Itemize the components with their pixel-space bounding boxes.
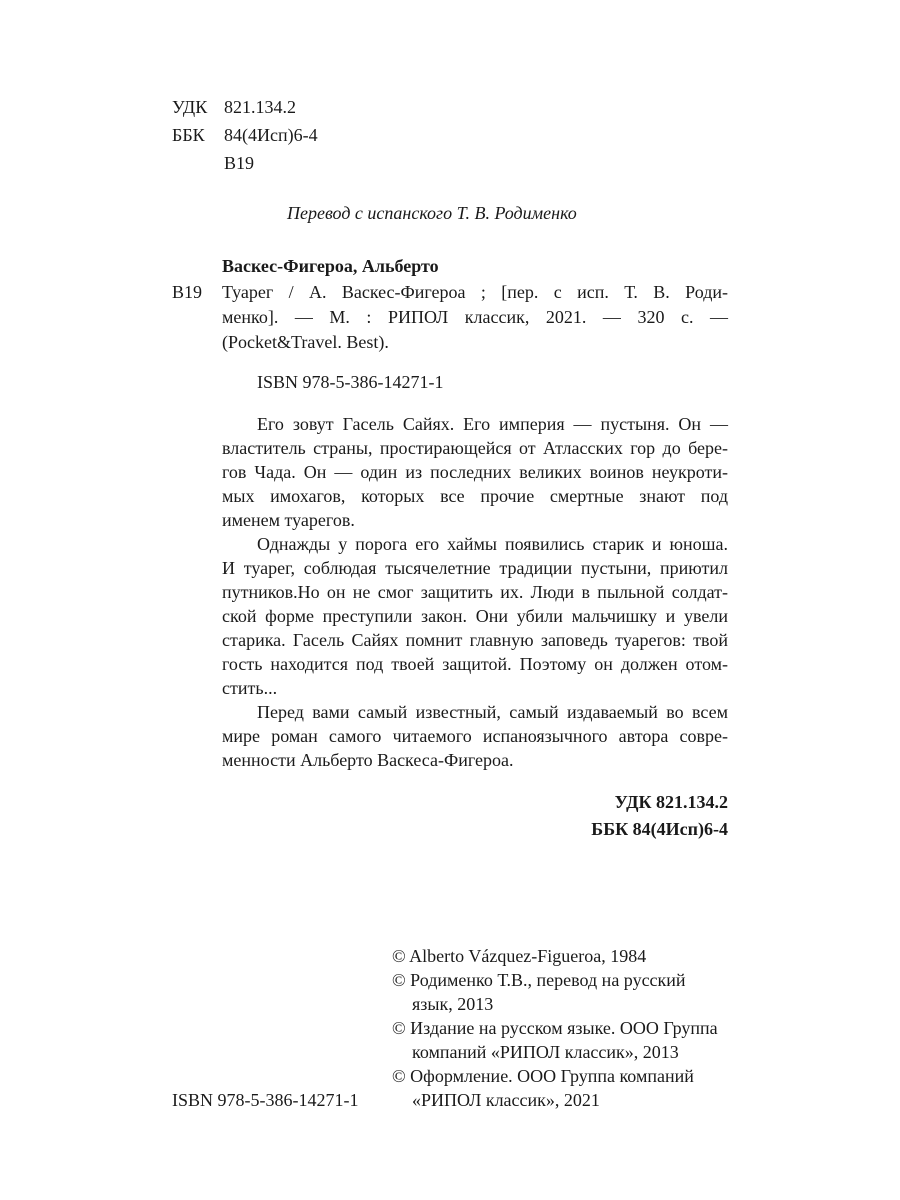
p2-line-3: путников.Но он не смог защитить их. Люди в пыльной солдат- <box>222 582 728 602</box>
bbk-value: 84(4Исп)6-4 <box>224 125 318 145</box>
udk-value: 821.134.2 <box>224 97 296 117</box>
p2-line-7: стить... <box>222 678 278 698</box>
p2-line-1: Однажды у порога его хаймы появились старик и юноша. <box>257 534 728 554</box>
p3-line-3: менности Альберто Васкеса-Фигероа. <box>222 750 514 770</box>
author-mark-top: В19 <box>224 153 255 173</box>
bbk-label: ББК <box>172 125 205 145</box>
bib-line-1: Туарег / А. Васкес-Фигероа ; [пер. с исп. Т. В. Роди- <box>222 282 728 302</box>
p2-line-6: гость находится под твоей защитой. Поэтому он должен отом- <box>222 654 728 674</box>
p1-line-4: мых имохагов, которых все прочие смертные знают под <box>222 486 728 506</box>
footer-udk: УДК 821.134.2 <box>614 792 728 812</box>
p2-line-2: И туарег, соблюдая тысячелетние традиции пустыни, приютил <box>222 558 728 578</box>
p3-line-1: Перед вами самый известный, самый издаваемый во всем <box>257 702 728 722</box>
copyright-line-5: компаний «РИПОЛ классик», 2013 <box>412 1042 679 1062</box>
copyright-line-7: «РИПОЛ классик», 2021 <box>412 1090 600 1110</box>
author-mark: В19 <box>172 282 203 302</box>
p1-line-3: гов Чада. Он — один из последних великих воинов неукроти- <box>222 462 728 482</box>
copyright-line-4: © Издание на русском языке. ООО Группа <box>392 1018 718 1038</box>
p2-line-4: ской форме преступили закон. Они убили мальчишку и увели <box>222 606 728 626</box>
translator-note: Перевод с испанского Т. В. Родименко <box>287 203 577 223</box>
udk-label: УДК <box>172 97 208 117</box>
bottom-isbn: ISBN 978-5-386-14271-1 <box>172 1090 359 1110</box>
p2-line-5: старика. Гасель Сайях помнит главную заповедь туарегов: твой <box>222 630 728 650</box>
p1-line-5: именем туарегов. <box>222 510 355 530</box>
copyright-line-3: язык, 2013 <box>412 994 494 1014</box>
bib-line-3: (Pocket&Travel. Best). <box>222 332 389 352</box>
entry-isbn: ISBN 978-5-386-14271-1 <box>257 372 444 392</box>
copyright-line-6: © Оформление. ООО Группа компаний <box>392 1066 694 1086</box>
author-heading: Васкес-Фигероа, Альберто <box>222 256 439 276</box>
copyright-line-1: © Alberto Vázquez-Figueroa, 1984 <box>392 946 647 966</box>
bib-line-2: менко]. — М. : РИПОЛ классик, 2021. — 320 с. — <box>222 307 728 327</box>
footer-bbk: ББК 84(4Исп)6-4 <box>591 819 728 839</box>
bbk-row <box>172 125 318 146</box>
p3-line-2: мире роман самого читаемого испаноязычного автора совре- <box>222 726 728 746</box>
copyright-line-2: © Родименко Т.В., перевод на русский <box>392 970 686 990</box>
p1-line-1: Его зовут Гасель Сайях. Его империя — пустыня. Он — <box>257 414 728 434</box>
p1-line-2: властитель страны, простирающейся от Атласских гор до бере- <box>222 438 728 458</box>
udk-row <box>172 97 296 118</box>
